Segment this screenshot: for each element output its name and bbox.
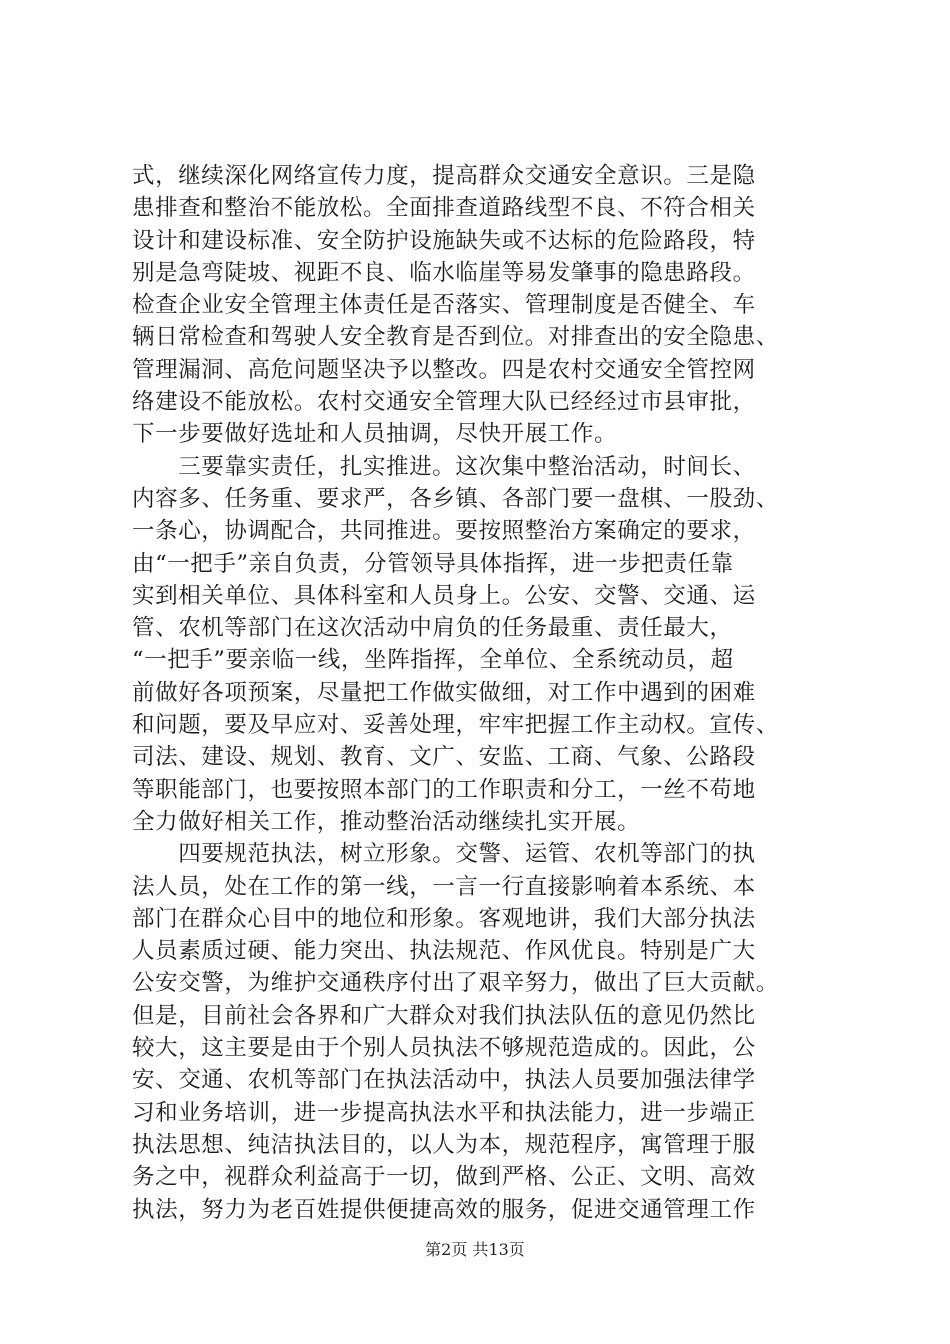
text-line: 执法思想、纯洁执法目的，以人为本，规范程序，寓管理于服 — [132, 1131, 756, 1158]
text-line: 下一步要做好选址和人员抽调，尽快开展工作。 — [132, 421, 618, 448]
text-line: 别是急弯陡坡、视距不良、临水临崖等易发肇事的隐患路段。 — [132, 259, 756, 286]
text-line: 前做好各项预案，尽量把工作做实做细，对工作中遇到的困难 — [132, 679, 756, 706]
text-line: 由“一把手”亲自负责，分管领导具体指挥，进一步把责任靠 — [132, 550, 734, 577]
text-line: 管、农机等部门在这次活动中肩负的任务最重、责任最大， — [132, 615, 733, 642]
text-line: 患排查和整治不能放松。全面排查道路线型不良、不符合相关 — [132, 195, 756, 222]
text-line: 务之中，视群众利益高于一切，做到严格、公正、文明、高效 — [132, 1164, 756, 1191]
text-line: 习和业务培训，进一步提高执法水平和执法能力，进一步端正 — [132, 1099, 756, 1126]
text-line: 公安交警，为维护交通秩序付出了艰辛努力，做出了巨大贡献。 — [132, 970, 779, 997]
text-line: 等职能部门，也要按照本部门的工作职责和分工，一丝不苟地 — [132, 776, 756, 803]
text-line: 式，继续深化网络宣传力度，提高群众交通安全意识。三是隐 — [132, 163, 756, 189]
text-line: 部门在群众心目中的地位和形象。客观地讲，我们大部分执法 — [132, 905, 756, 932]
text-line: 执法，努力为老百姓提供便捷高效的服务，促进交通管理工作 — [132, 1196, 756, 1223]
text-line: 安、交通、农机等部门在执法活动中，执法人员要加强法律学 — [132, 1067, 756, 1094]
text-line: 一条心，协调配合，共同推进。要按照整治方案确定的要求， — [132, 518, 756, 545]
text-line: 实到相关单位、具体科室和人员身上。公安、交警、交通、运 — [132, 582, 756, 609]
text-line: 法人员，处在工作的第一线，一言一行直接影响着本系统、本 — [132, 873, 756, 900]
text-line: 四要规范执法，树立形象。交警、运管、农机等部门的执 — [132, 841, 756, 868]
text-line: 设计和建设标准、安全防护设施缺失或不达标的危险路段，特 — [132, 227, 756, 254]
text-line: 检查企业安全管理主体责任是否落实、管理制度是否健全、车 — [132, 292, 756, 319]
text-line: 管理漏洞、高危问题坚决予以整改。四是农村交通安全管控网 — [132, 356, 756, 383]
text-line: 和问题，要及早应对、妥善处理，牢牢把握工作主动权。宣传、 — [132, 712, 779, 739]
text-line: 但是，目前社会各界和广大群众对我们执法队伍的意见仍然比 — [132, 1002, 756, 1029]
text-line: 司法、建设、规划、教育、文广、安监、工商、气象、公路段 — [132, 744, 756, 771]
body-text — [132, 160, 832, 1226]
page-footer: 第2页 共13页 — [425, 1240, 525, 1259]
text-line: 络建设不能放松。农村交通安全管理大队已经经过市县审批， — [132, 389, 756, 416]
text-line: 较大，这主要是由于个别人员执法不够规范造成的。因此，公 — [132, 1035, 756, 1062]
text-line: 辆日常检查和驾驶人安全教育是否到位。对排查出的安全隐患、 — [132, 324, 779, 351]
text-line: 内容多、任务重、要求严，各乡镇、各部门要一盘棋、一股劲、 — [132, 485, 779, 512]
text-line: 三要靠实责任，扎实推进。这次集中整治活动，时间长、 — [132, 453, 756, 480]
text-line: 人员素质过硬、能力突出、执法规范、作风优良。特别是广大 — [132, 938, 756, 965]
text-line: 全力做好相关工作，推动整治活动继续扎实开展。 — [132, 808, 641, 835]
text-line: “一把手”要亲临一线，坐阵指挥，全单位、全系统动员，超 — [132, 647, 734, 674]
